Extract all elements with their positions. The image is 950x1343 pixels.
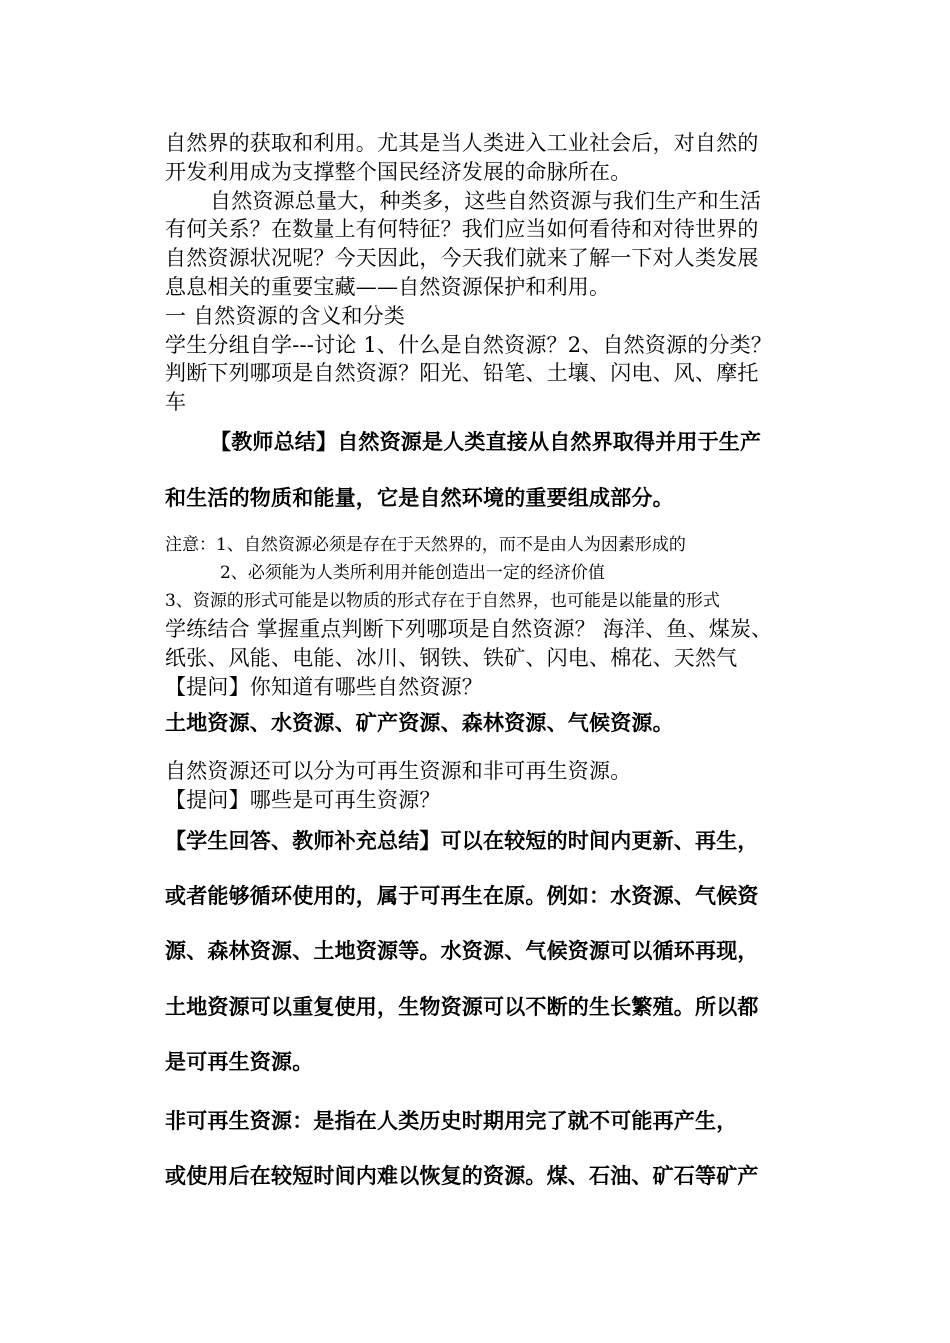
teacher-summary-line: 【教师总结】自然资源是人类直接从自然界取得并用于生产 (210, 430, 762, 454)
answer-line: 源、森林资源、土地资源等。水资源、气候资源可以循环再现， (165, 939, 759, 963)
answer-line: 是可再生资源。 (165, 1050, 314, 1074)
paragraph-line: 判断下列哪项是自然资源？阳光、铅笔、土壤、闪电、风、摩托 (165, 361, 759, 385)
paragraph-line: 有何关系？在数量上有何特征？我们应当如何看待和对待世界的 (165, 217, 759, 241)
paragraph-line: 自然资源状况呢？今天因此，今天我们就来了解一下对人类发展 (165, 246, 759, 270)
section-heading: 一 自然资源的含义和分类 (165, 304, 406, 328)
definition-line: 非可再生资源：是指在人类历史时期用完了就不可能再产生， (165, 1109, 738, 1133)
paragraph-line: 自然界的获取和利用。尤其是当人类进入工业社会后，对自然的 (165, 131, 759, 155)
teacher-summary-line: 和生活的物质和能量，它是自然环境的重要组成部分。 (165, 486, 674, 510)
note-line: 2、必须能为人类所利用并能创造出一定的经济价值 (220, 563, 605, 583)
paragraph-line: 开发利用成为支撑整个国民经济发展的命脉所在。 (165, 160, 632, 184)
exercise-line: 纸张、风能、电能、冰川、钢铁、铁矿、闪电、棉花、天然气 (165, 646, 738, 670)
answer-line: 【学生回答、教师补充总结】可以在较短的时间内更新、再生， (165, 829, 759, 853)
paragraph-line: 息息相关的重要宝藏——自然资源保护和利用。 (165, 275, 611, 299)
answer-line: 或者能够循环使用的，属于可再生在原。例如：水资源、气候资 (165, 884, 759, 908)
note-line: 注意：1、自然资源必须是存在于天然界的，而不是由人为因素形成的 (165, 535, 686, 555)
paragraph-line: 学生分组自学---讨论 1、什么是自然资源？2、自然资源的分类？ (165, 333, 773, 357)
paragraph-line: 自然资源总量大，种类多，这些自然资源与我们生产和生活 (210, 189, 762, 213)
answer-line: 土地资源、水资源、矿产资源、森林资源、气候资源。 (165, 711, 674, 735)
exercise-line: 学练结合 掌握重点判断下列哪项是自然资源？ 海洋、鱼、煤炭、 (165, 617, 773, 641)
question-line: 【提问】哪些是可再生资源？ (165, 788, 441, 812)
note-line: 3、资源的形式可能是以物质的形式存在于自然界，也可能是以能量的形式 (165, 591, 720, 611)
paragraph-line: 自然资源还可以分为可再生资源和非可再生资源。 (165, 759, 632, 783)
definition-line: 或使用后在较短时间内难以恢复的资源。煤、石油、矿石等矿产 (165, 1164, 759, 1188)
answer-line: 土地资源可以重复使用，生物资源可以不断的生长繁殖。所以都 (165, 995, 759, 1019)
paragraph-line: 车 (165, 390, 187, 414)
question-line: 【提问】你知道有哪些自然资源？ (165, 675, 483, 699)
